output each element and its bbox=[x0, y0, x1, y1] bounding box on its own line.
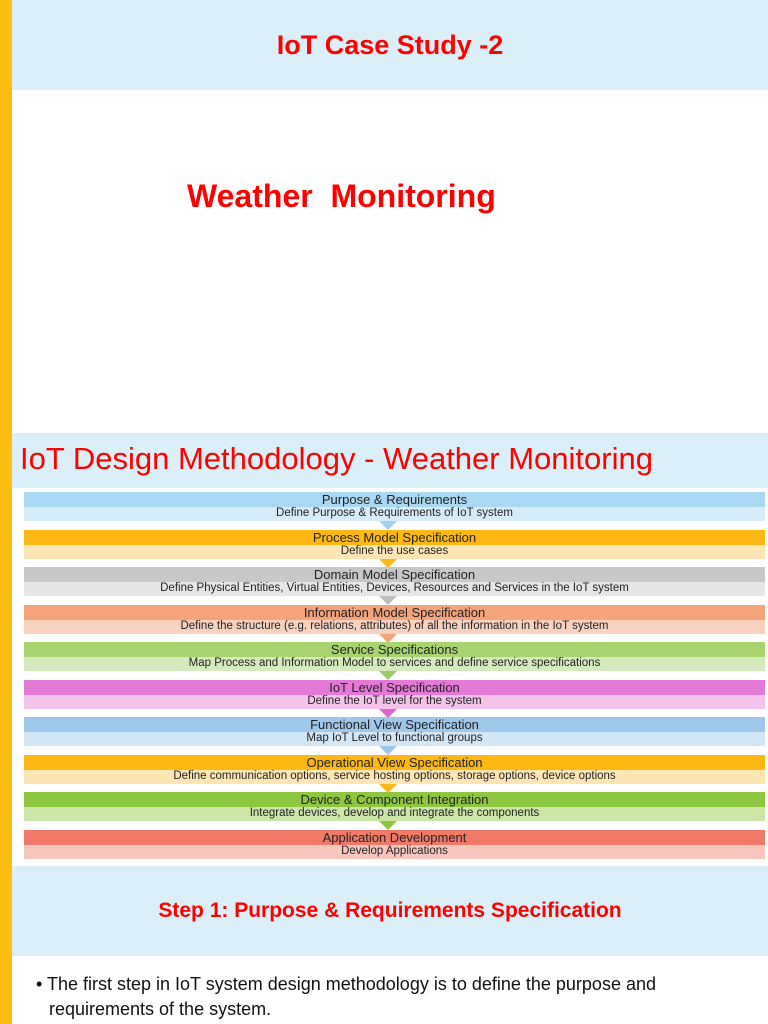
slide1-title: IoT Case Study -2 bbox=[276, 29, 504, 60]
step-description: Develop Applications bbox=[24, 845, 765, 859]
methodology-step bbox=[24, 717, 765, 746]
slide2-header bbox=[12, 433, 768, 488]
methodology-step bbox=[24, 830, 765, 859]
step-description: Define Purpose & Requirements of IoT system bbox=[24, 507, 765, 521]
step-description: Define communication options, service hosting options, storage options, device options bbox=[24, 770, 765, 784]
slide1-subtitle: Weather Monitoring bbox=[187, 178, 496, 214]
slide3-body bbox=[12, 956, 768, 1024]
step-title: Device & Component Integration bbox=[24, 792, 765, 807]
step-description: Define the structure (e.g. relations, attributes) of all the information in the IoT system bbox=[24, 620, 765, 634]
step-description: Integrate devices, develop and integrate the components bbox=[24, 807, 765, 821]
step-title: Information Model Specification bbox=[24, 605, 765, 620]
left-accent-bar bbox=[0, 0, 12, 1024]
slide3-header bbox=[12, 866, 768, 956]
step-title: Process Model Specification bbox=[24, 530, 765, 545]
slide3-title: Step 1: Purpose & Requirements Specification bbox=[158, 899, 622, 922]
slide1-body bbox=[12, 90, 768, 430]
step-description: Define the use cases bbox=[24, 545, 765, 559]
step-title: IoT Level Specification bbox=[24, 680, 765, 695]
methodology-step bbox=[24, 605, 765, 634]
slide1-header bbox=[12, 0, 768, 90]
step-title: Application Development bbox=[24, 830, 765, 845]
step-description: Map Process and Information Model to services and define service specifications bbox=[24, 657, 765, 671]
methodology-step bbox=[24, 792, 765, 821]
methodology-step bbox=[24, 755, 765, 784]
step-title: Operational View Specification bbox=[24, 755, 765, 770]
step-title: Functional View Specification bbox=[24, 717, 765, 732]
methodology-step bbox=[24, 567, 765, 596]
methodology-step bbox=[24, 680, 765, 709]
step-title: Domain Model Specification bbox=[24, 567, 765, 582]
methodology-flowchart bbox=[12, 488, 762, 866]
step-title: Service Specifications bbox=[24, 642, 765, 657]
methodology-step bbox=[24, 642, 765, 671]
step-description: Map IoT Level to functional groups bbox=[24, 732, 765, 746]
bullet-point: • The first step in IoT system design methodology is to define the purpose and requirements of the system. bbox=[36, 974, 656, 1019]
step-title: Purpose & Requirements bbox=[24, 492, 765, 507]
methodology-step bbox=[24, 530, 765, 559]
step-description: Define Physical Entities, Virtual Entities, Devices, Resources and Services in the IoT system bbox=[24, 582, 765, 596]
step-description: Define the IoT level for the system bbox=[24, 695, 765, 709]
slide2-title: IoT Design Methodology - Weather Monitoring bbox=[20, 441, 653, 476]
methodology-step bbox=[24, 492, 765, 521]
